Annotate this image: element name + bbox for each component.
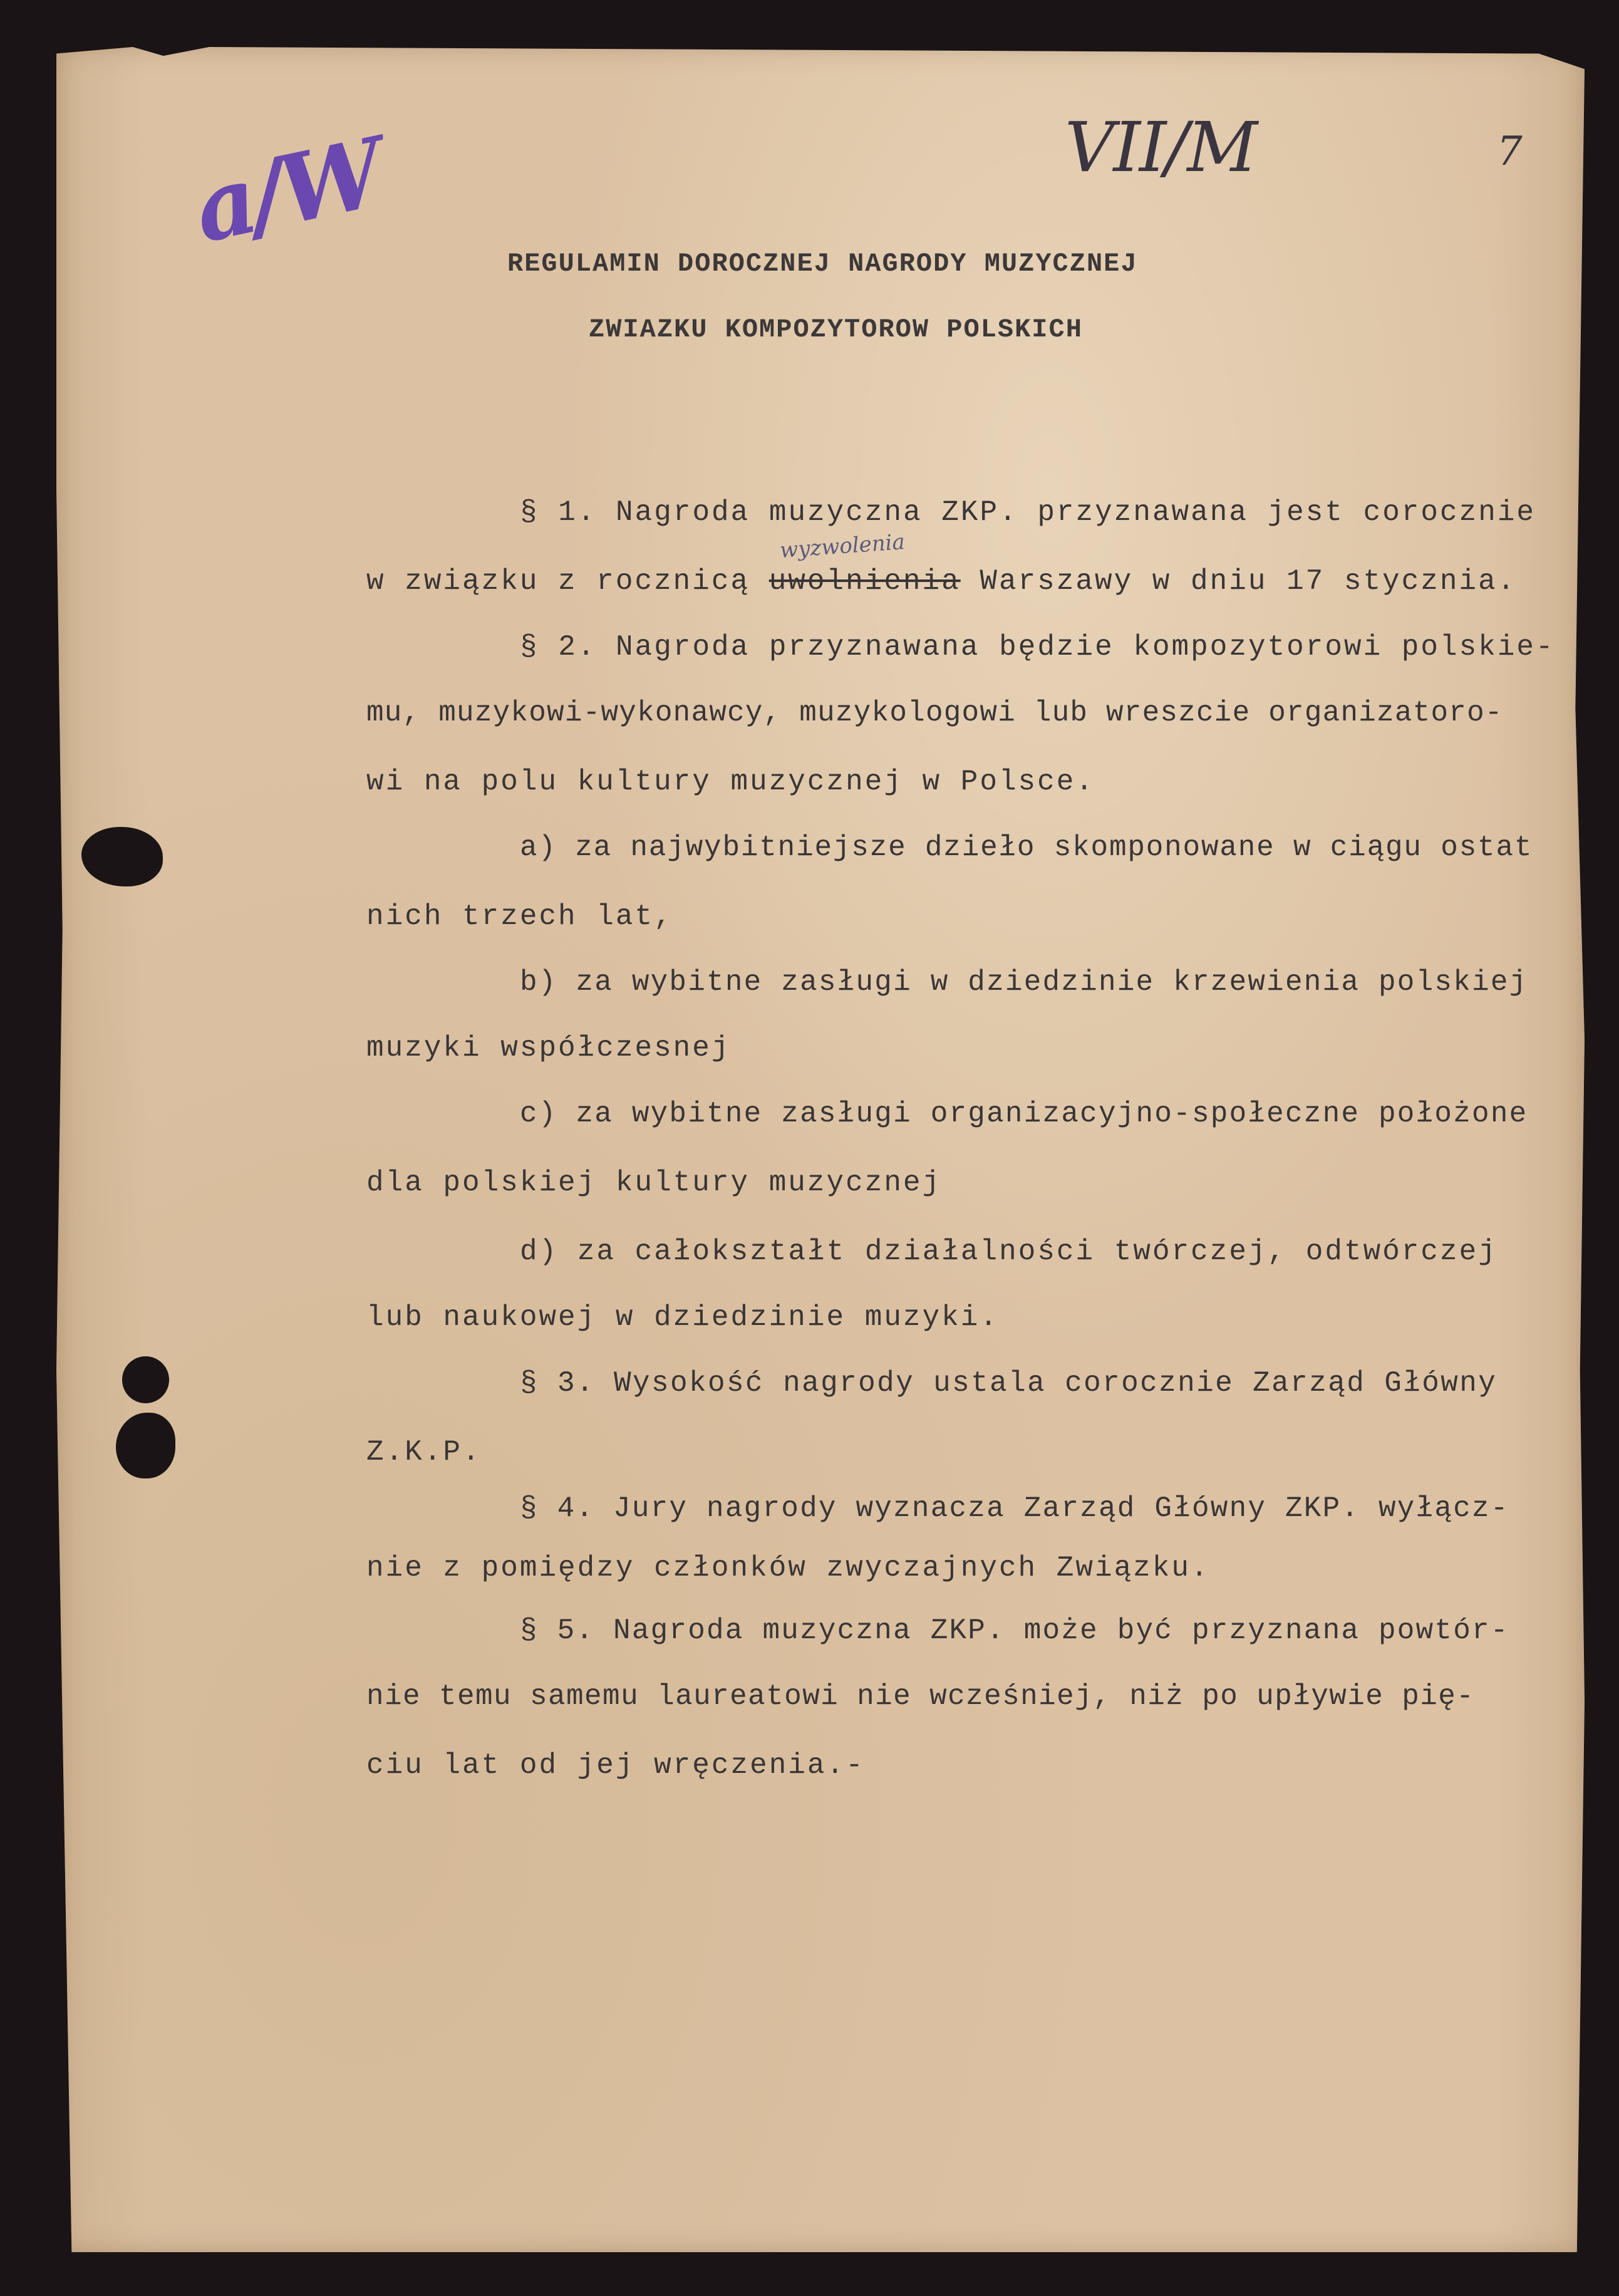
text-line-05: wi na polu kultury muzycznej w Polsce. [366, 766, 1095, 798]
document-title-line-1: REGULAMIN DOROCZNEJ NAGRODY MUZYCZNEJ [507, 249, 1138, 279]
text-line-20: ciu lat od jej wręczenia.- [366, 1749, 865, 1782]
text-line-17: nie z pomiędzy członków zwyczajnych Związku. [366, 1552, 1210, 1584]
text-line-18: § 5. Nagroda muzyczna ZKP. może być przyznana powtór- [520, 1614, 1509, 1647]
text-line-03: § 2. Nagroda przyznawana będzie kompozytorowi polskie- [520, 631, 1555, 663]
handwritten-reference: VII/M [1065, 107, 1257, 187]
text-line-10: c) za wybitne zasługi organizacyjno-społeczne położone [520, 1098, 1528, 1130]
text-line-06: a) za najwybitniejsze dzieło skomponowane w ciągu ostat [520, 831, 1533, 864]
handwritten-correction: wyzwolenia [778, 529, 906, 563]
document-title-line-2: ZWIAZKU KOMPOZYTOROW POLSKICH [589, 314, 1083, 345]
text-line-14: § 3. Wysokość nagrody ustala corocznie Zarząd Główny [520, 1367, 1497, 1400]
struck-word: uwolnienia [768, 565, 961, 598]
text-line-01: § 1. Nagroda muzyczna ZKP. przyznawana jest corocznie [520, 496, 1536, 529]
page-number: 7 [1497, 128, 1523, 175]
text-line-16: § 4. Jury nagrody wyznacza Zarząd Główny ZKP. wyłącz- [520, 1492, 1509, 1525]
text-line-19: nie temu samemu laureatowi nie wcześniej, niż po upływie pię- [366, 1680, 1475, 1713]
text-line-04: mu, muzykowi-wykonawcy, muzykologowi lub wreszcie organizatoro- [366, 697, 1503, 729]
text-line-12: d) za całokształt działalności twórczej, odtwórczej [520, 1235, 1497, 1268]
text-line-02 [366, 567, 1516, 596]
punch-hole-bottom [116, 1413, 175, 1478]
text-line-02-start: w związku z rocznicą [366, 565, 769, 598]
text-line-15: Z.K.P. [366, 1436, 482, 1468]
text-line-11: dla polskiej kultury muzycznej [366, 1166, 942, 1199]
text-line-07: nich trzech lat, [366, 900, 673, 933]
text-line-02-end: Warszawy w dniu 17 stycznia. [960, 565, 1517, 598]
text-line-13: lub naukowej w dziedzinie muzyki. [366, 1301, 999, 1334]
punch-hole-middle [122, 1356, 169, 1403]
text-line-08: b) za wybitne zasługi w dziedzinie krzewienia polskiej [520, 966, 1528, 999]
text-line-09: muzyki współczesnej [366, 1032, 731, 1064]
handwritten-initials: a/W [184, 118, 390, 264]
paper-sheet [56, 47, 1585, 2252]
